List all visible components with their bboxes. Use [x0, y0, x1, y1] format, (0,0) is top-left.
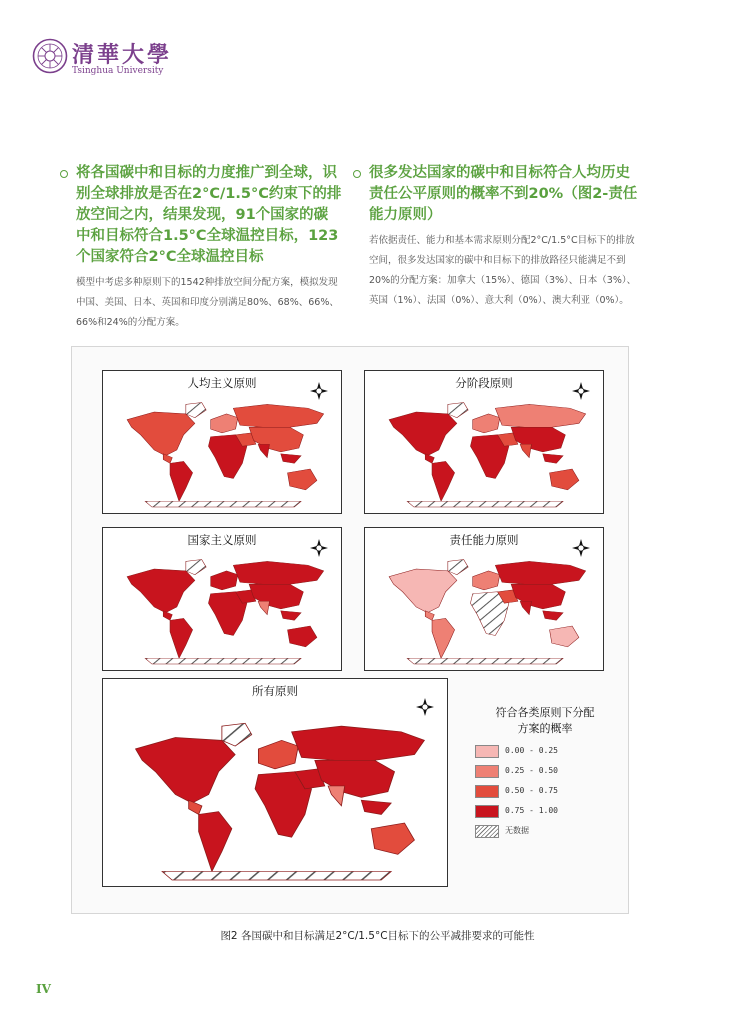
legend-label: 0.50 - 0.75	[505, 786, 558, 795]
region-na	[127, 569, 195, 613]
legend-label: 无数据	[505, 826, 529, 835]
world-map	[389, 560, 586, 665]
region-na	[389, 412, 457, 456]
map-panel-staged	[364, 370, 604, 514]
region-eu	[473, 571, 500, 590]
region-in	[258, 601, 269, 614]
region-ant	[145, 501, 301, 507]
region-eu	[211, 571, 238, 590]
region-au	[550, 469, 579, 490]
region-sea	[281, 454, 301, 464]
legend-swatch	[475, 785, 499, 798]
page-number: IV	[36, 982, 51, 996]
region-in	[328, 786, 345, 806]
panel-title: 责任能力原则	[449, 533, 519, 547]
region-ru	[495, 404, 585, 427]
region-ru	[233, 561, 323, 584]
region-ant	[145, 658, 301, 664]
region-na	[127, 412, 195, 456]
region-gl	[222, 723, 252, 746]
region-ca	[189, 800, 202, 814]
region-sa	[170, 461, 193, 501]
panel-title: 分阶段原则	[455, 376, 513, 390]
region-au	[371, 823, 414, 854]
panel-title: 国家主义原则	[187, 533, 257, 547]
map-panel-per-capita	[102, 370, 342, 514]
region-ru	[495, 561, 585, 584]
region-eu	[258, 740, 298, 769]
region-ru	[233, 404, 323, 427]
legend-title-line2: 方案的概率	[517, 722, 573, 735]
bullet-circle-icon	[353, 170, 361, 178]
region-gl	[186, 403, 206, 418]
region-in	[258, 444, 269, 457]
region-asia	[511, 427, 565, 452]
region-in	[520, 444, 531, 457]
region-ca	[163, 454, 172, 464]
region-sa	[170, 618, 193, 658]
region-gl	[186, 560, 206, 575]
world-map	[136, 723, 425, 880]
map-panel-responsibility-capability	[364, 527, 604, 671]
region-eu	[211, 414, 238, 433]
world-map	[389, 403, 586, 508]
section-left	[60, 163, 342, 333]
panel-title: 人均主义原则	[187, 376, 257, 390]
legend-swatch	[475, 745, 499, 758]
region-sa	[199, 812, 232, 872]
section-right	[353, 163, 643, 311]
region-asia	[249, 427, 303, 452]
figure-caption: 图2 各国碳中和目标满足2°C/1.5°C目标下的公平减排要求的可能性	[220, 930, 535, 942]
region-au	[550, 626, 579, 647]
tsinghua-logo	[32, 38, 173, 82]
region-asia	[249, 584, 303, 609]
legend-swatch	[475, 765, 499, 778]
logo-english-name: Tsinghua University	[72, 66, 164, 76]
region-ant	[407, 501, 563, 507]
legend-swatch-no-data	[475, 825, 499, 838]
region-asia	[511, 584, 565, 609]
region-sea	[543, 611, 563, 621]
region-eu	[473, 414, 500, 433]
section-heading	[60, 163, 342, 268]
legend-swatch	[475, 805, 499, 818]
logo-chinese-name: 清華大學	[72, 42, 173, 68]
region-gl	[448, 403, 468, 418]
bullet-circle-icon	[60, 170, 68, 178]
section-body: 模型中考虑多种原则下的1542种排放空间分配方案，模拟发现中国、美国、日本、英国和印度分别满足80%、68%、66%、66%和24%的分配方案。	[76, 277, 339, 328]
region-au	[288, 626, 317, 647]
region-au	[288, 469, 317, 490]
region-ant	[162, 871, 391, 880]
world-map	[127, 403, 324, 508]
north-arrow-icon	[416, 698, 434, 716]
legend-label: 0.00 - 0.25	[505, 746, 558, 755]
region-sea	[543, 454, 563, 464]
region-ca	[425, 611, 434, 621]
legend-label: 0.75 - 1.00	[505, 806, 558, 815]
map-panel-nationalism	[102, 527, 342, 671]
region-na	[136, 738, 236, 804]
map-panel-all-principles	[102, 678, 448, 887]
region-asia	[315, 760, 395, 797]
legend-label: 0.25 - 0.50	[505, 766, 558, 775]
region-sa	[432, 618, 455, 658]
region-na	[389, 569, 457, 613]
panel-title: 所有原则	[252, 684, 298, 698]
region-ca	[163, 611, 172, 621]
section-heading	[353, 163, 643, 226]
region-sea	[281, 611, 301, 621]
heading-text: 将各国碳中和目标的力度推广到全球，识别全球排放是否在2°C/1.5°C约束下的排放空间之内，结果发现，91个国家的碳中和目标符合1.5°C全球温控目标，123个国家符合2°C全球温控目标	[76, 165, 342, 265]
region-ru	[292, 726, 425, 760]
heading-text: 很多发达国家的碳中和目标符合人均历史责任公平原则的概率不到20%（图2-责任能力原则）	[369, 165, 638, 223]
section-body: 若依据责任、能力和基本需求原则分配2°C/1.5°C目标下的排放空间，很多发达国家的碳中和目标下的排放路径只能满足不到20%的分配方案：加拿大（15%）、德国（3%）、日本（3%）、英国（1%）、法国（0%）、意大利（0%）、澳大利亚（0%）。	[369, 235, 637, 306]
region-sea	[361, 800, 391, 814]
legend-title-line1: 符合各类原则下分配	[495, 706, 595, 719]
map-legend	[475, 705, 615, 835]
region-ca	[425, 454, 434, 464]
world-map	[127, 560, 324, 665]
region-gl	[448, 560, 468, 575]
region-ant	[407, 658, 563, 664]
university-seal-icon	[32, 38, 68, 74]
region-sa	[432, 461, 455, 501]
region-in	[520, 601, 531, 614]
